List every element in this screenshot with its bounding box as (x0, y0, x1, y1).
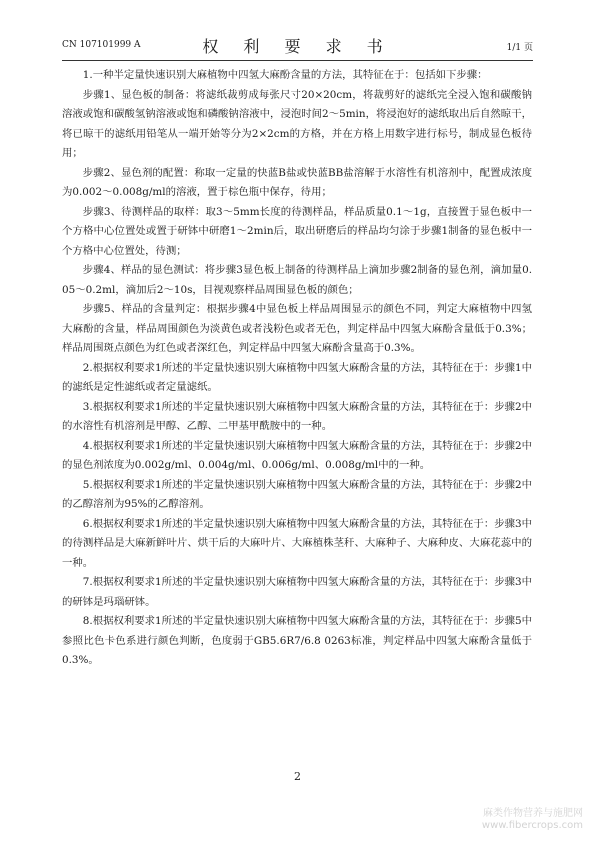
document-title: 权 利 要 求 书 (202, 37, 393, 56)
claim-3: 3.根据权利要求1所述的半定量快速识别大麻植物中四氢大麻酚含量的方法，其特征在于：步骤2中的水溶性有机溶剂是甲醇、乙醇、二甲基甲酰胺中的一种。 (62, 400, 532, 432)
page-reference: 1/1 页 (506, 43, 533, 53)
claim-1-step-1: 步骤1、显色板的制备：将滤纸裁剪成每张尺寸20×20cm，将裁剪好的滤纸完全浸入饱和碳酸钠溶液或饱和碳酸氢钠溶液或饱和磷酸钠溶液中，浸泡时间2～5min，将浸泡好的滤纸取出后自然晾干，将已晾干的滤纸用铅笔从一端开始等分为2×2cm的方格，并在方格上用数字进行标号，制成显色板待用； (62, 88, 532, 159)
claim-1-step-5: 步骤5、样品的含量判定：根据步骤4中显色板上样品周围显示的颜色不同，判定大麻植物中四氢大麻酚的含量，样品周围颜色为淡黄色或者浅粉色或者无色，判定样品中四氢大麻酚含量低于0.3%；样品周围斑点颜色为红色或者深红色，判定样品中四氢大麻酚含量高于0.3%。 (62, 303, 532, 354)
claim-1-step-2: 步骤2、显色剂的配置：称取一定量的快蓝B盐或快蓝BB盐溶解于水溶性有机溶剂中，配置成浓度为0.002～0.008g/ml的溶液，置于棕色瓶中保存，待用； (62, 166, 532, 198)
claim-8: 8.根据权利要求1所述的半定量快速识别大麻植物中四氢大麻酚含量的方法，其特征在于：步骤5中参照比色卡色系进行颜色判断，色度弱于GB5.6R7/6.8 0263标准，判定样品中四氢大麻酚含量低于0.3%。 (62, 615, 532, 666)
watermark-site-name: 麻类作物营养与施肥网 (483, 808, 583, 819)
claim-1-step-4: 步骤4、样品的显色测试：将步骤3显色板上制备的待测样品上滴加步骤2制备的显色剂，滴加量0.05～0.2ml，滴加后2～10s，目视观察样品周围显色板的颜色； (62, 264, 532, 296)
page-header (62, 32, 533, 61)
watermark-url: www.fibercrops.com (481, 820, 583, 831)
claim-6: 6.根据权利要求1所述的半定量快速识别大麻植物中四氢大麻酚含量的方法，其特征在于：步骤3中的待测样品是大麻新鲜叶片、烘干后的大麻叶片、大麻植株茎秆、大麻种子、大麻种皮、大麻花蕊中的一种。 (62, 517, 532, 569)
claim-7: 7.根据权利要求1所述的半定量快速识别大麻植物中四氢大麻酚含量的方法，其特征在于：步骤3中的研钵是玛瑙研钵。 (62, 576, 532, 608)
site-watermark (482, 808, 583, 832)
claim-2: 2.根据权利要求1所述的半定量快速识别大麻植物中四氢大麻酚含量的方法，其特征在于：步骤1中的滤纸是定性滤纸或者定量滤纸。 (62, 361, 532, 393)
claim-1-step-3: 步骤3、待测样品的取样：取3～5mm长度的待测样品，样品质量0.1～1g，直接置于显色板中一个方格中心位置处或置于研钵中研磨1～2min后，取出研磨后的样品均匀涂于步骤1制备的显色板中一个方格中心位置处，待测； (62, 205, 532, 257)
publication-number: CN 107101999 A (62, 40, 141, 50)
claims-body (62, 66, 532, 671)
claim-4: 4.根据权利要求1所述的半定量快速识别大麻植物中四氢大麻酚含量的方法，其特征在于：步骤2中的显色剂浓度为0.002g/ml、0.004g/ml、0.006g/ml、0.008g/ml中的一种。 (62, 439, 532, 471)
page-number: 2 (294, 770, 301, 783)
claim-1: 1.一种半定量快速识别大麻植物中四氢大麻酚含量的方法，其特征在于：包括如下步骤： (82, 69, 488, 81)
claim-5: 5.根据权利要求1所述的半定量快速识别大麻植物中四氢大麻酚含量的方法，其特征在于：步骤2中的乙醇溶剂为95%的乙醇溶剂。 (62, 478, 532, 510)
